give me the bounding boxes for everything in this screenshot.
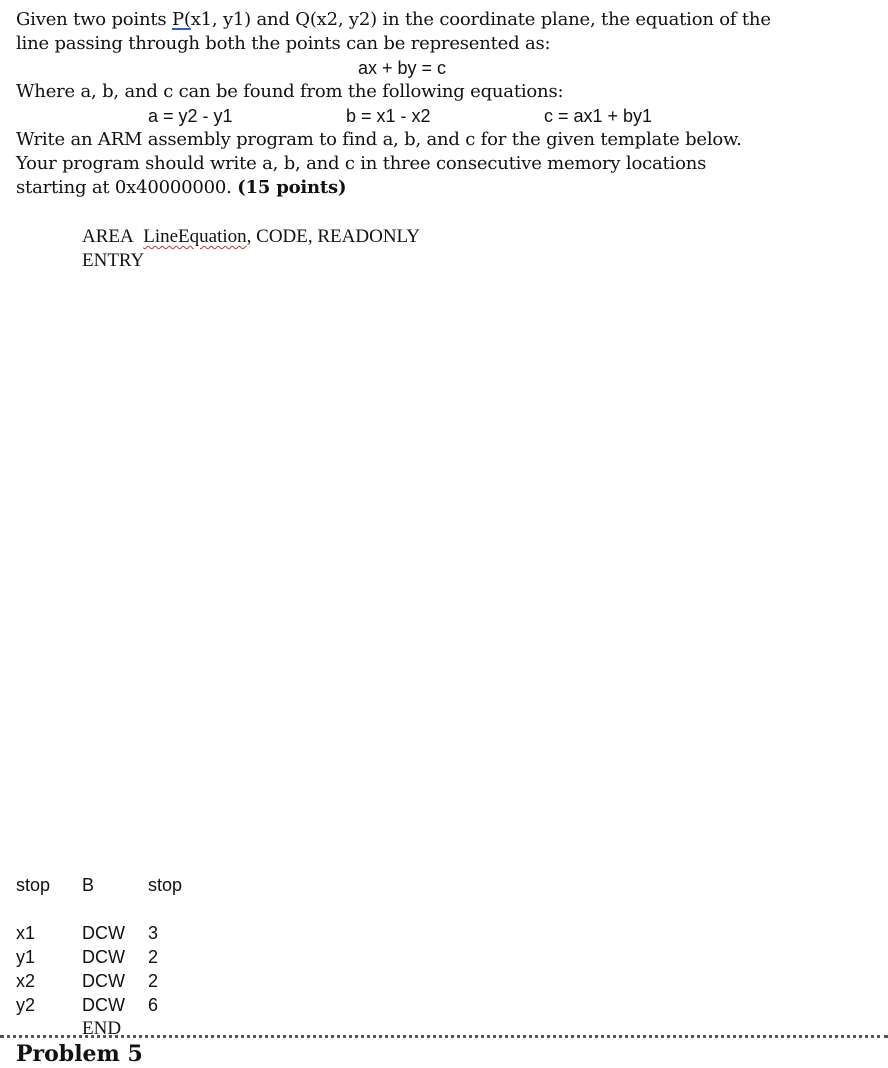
task-line-3-text: starting at 0x40000000. (16, 177, 238, 198)
data-directive-x2: DCW (82, 971, 125, 991)
entry-directive: ENTRY (82, 250, 145, 271)
data-label-y2: y2 (16, 995, 36, 1015)
equation-a: a = y2 - y1 (148, 106, 233, 126)
intro-text-continued: x1, y1) and Q(x2, y2) in the coordinate plane, the equation of the (190, 9, 771, 30)
data-directive-x1: DCW (82, 923, 125, 943)
data-value-x2: 2 (148, 971, 159, 991)
intro-text: Given two points (16, 9, 172, 30)
data-label-x1: x1 (16, 923, 36, 943)
stop-instruction: B (82, 875, 95, 895)
area-keyword: AREA (82, 226, 134, 247)
equation-c: c = ax1 + by1 (544, 106, 653, 126)
main-equation: ax + by = c (358, 58, 447, 78)
data-value-y2: 6 (148, 995, 159, 1015)
data-label-x2: x2 (16, 971, 36, 991)
equation-b: b = x1 - x2 (346, 106, 431, 126)
area-name: LineEquation (143, 226, 247, 247)
points-label: (15 points) (237, 177, 347, 198)
stop-label: stop (16, 875, 51, 895)
where-line: Where a, b, and c can be found from the following equations: (16, 81, 564, 102)
stop-target: stop (148, 875, 183, 895)
area-directive (82, 225, 420, 249)
task-line-3 (16, 176, 346, 200)
intro-line-2: line passing through both the points can be represented as: (16, 33, 551, 54)
data-value-x1: 3 (148, 923, 159, 943)
point-p-text: P( (171, 9, 191, 30)
end-directive: END (82, 1018, 122, 1039)
data-directive-y1: DCW (82, 947, 125, 967)
intro-line-1 (16, 8, 771, 32)
task-line-1: Write an ARM assembly program to find a, b, and c for the given template below. (16, 129, 742, 150)
data-label-y1: y1 (16, 947, 36, 967)
data-directive-y2: DCW (82, 995, 125, 1015)
data-value-y1: 2 (148, 947, 159, 967)
area-attributes: , CODE, READONLY (246, 226, 420, 247)
page-break-divider (0, 1035, 888, 1038)
next-section-heading: Problem 5 (16, 1041, 143, 1067)
task-line-2: Your program should write a, b, and c in three consecutive memory locations (16, 153, 707, 174)
